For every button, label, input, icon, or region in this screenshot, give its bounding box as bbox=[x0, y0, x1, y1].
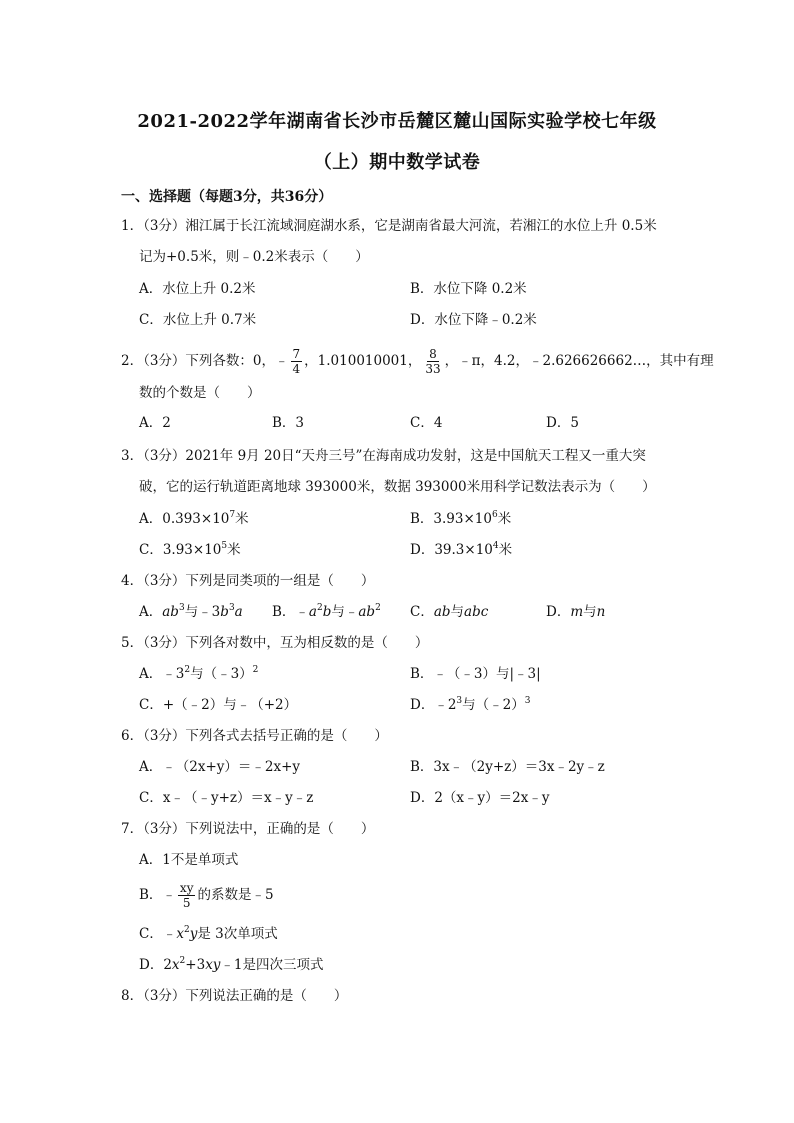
fraction-xy-5: $\frac{xy}{5}$ bbox=[179, 881, 194, 910]
question-8-stem: 8．（3分）下列说法正确的是（ ） bbox=[121, 988, 348, 1004]
question-2-line-2: 数的个数是（ ） bbox=[139, 385, 261, 401]
title-line-2: （上）期中数学试卷 bbox=[313, 152, 481, 173]
question-7-stem: 7．（3分）下列说法中，正确的是（ ） bbox=[121, 821, 375, 837]
question-1-line-2: 记为+0.5米，则﹣0.2米表示（ ） bbox=[139, 249, 369, 265]
question-7-option-a: A．1不是单项式 bbox=[139, 852, 239, 868]
question-5-option-d: D．$﹣2^3$与（﹣2）$^3$ bbox=[410, 696, 531, 713]
question-4-option-a: A．$ab^3$与$﹣3b^3a$ bbox=[139, 603, 243, 620]
question-7-option-c: C．$﹣x^2y$是 3次单项式 bbox=[139, 925, 278, 942]
question-1-option-c: C．水位上升 0.7米 bbox=[139, 312, 257, 328]
question-3-option-c: C．$3.93\times 10^5$米 bbox=[139, 541, 241, 558]
question-1-line-1: 1．（3分）湘江属于长江流域洞庭湖水系，它是湖南省最大河流，若湘江的水位上升 0.5米 bbox=[121, 218, 657, 234]
section-heading: 一、选择题（每题3分，共36分） bbox=[121, 189, 333, 205]
question-4-option-d: D．m与n bbox=[546, 604, 606, 620]
question-3-option-d: D．$39.3\times 10^4$米 bbox=[410, 541, 513, 558]
question-1-option-b: B．水位下降 0.2米 bbox=[410, 281, 527, 297]
question-4-option-b: B．$﹣a^2b$与$﹣ab^2$ bbox=[272, 603, 381, 620]
question-5-stem: 5．（3分）下列各对数中，互为相反数的是（ ） bbox=[121, 635, 429, 651]
question-7-option-b: B．﹣ $\frac{xy}{5}$ 的系数是﹣5 bbox=[139, 881, 274, 910]
question-2-option-b: B．3 bbox=[272, 415, 305, 431]
fraction-8-33: $\frac{8}{33}$ bbox=[425, 347, 441, 376]
question-4-stem: 4．（3分）下列是同类项的一组是（ ） bbox=[121, 573, 375, 589]
question-6-option-a: A．﹣（2x+y）＝﹣2x+y bbox=[139, 759, 301, 775]
title-line-1: 2021-2022学年湖南省长沙市岳麓区麓山国际实验学校七年级 bbox=[137, 111, 657, 132]
question-5-option-a: A．$﹣3^2$与（﹣3）$^2$ bbox=[139, 665, 259, 682]
question-3-option-b: B．$3.93\times 10^6$米 bbox=[410, 510, 512, 527]
question-6-option-b: B．3x﹣（2y+z）＝3x﹣2y﹣z bbox=[410, 759, 605, 775]
question-3-line-1: 3．（3分）2021年 9月 20日“天舟三号”在海南成功发射，这是中国航天工程又一重大突 bbox=[121, 448, 646, 464]
question-2-line-1: 2．（3分）下列各数：0，﹣ $\frac{7}{4}$ ，1.010010001， $\frac{8}{33}$ ，﹣π，4.2，﹣2.626626662…，其中有理 bbox=[121, 347, 714, 376]
fraction-7-4: $\frac{7}{4}$ bbox=[292, 347, 301, 376]
question-2-option-a: A．2 bbox=[139, 415, 171, 431]
question-6-option-c: C．x﹣（﹣y+z）＝x﹣y﹣z bbox=[139, 790, 314, 806]
question-6-option-d: D．2（x﹣y）＝2x﹣y bbox=[410, 790, 550, 806]
question-2-option-d: D．5 bbox=[546, 415, 579, 431]
question-5-option-c: C．+（﹣2）与﹣（+2） bbox=[139, 697, 298, 713]
question-1-option-a: A．水位上升 0.2米 bbox=[139, 281, 256, 297]
question-5-option-b: B．﹣（﹣3）与|﹣3| bbox=[410, 666, 541, 682]
question-3-option-a: A．$0.393\times 10^7$米 bbox=[139, 510, 249, 527]
question-7-option-d: D．$2x^2+3xy﹣1$是四次三项式 bbox=[139, 956, 324, 973]
question-6-stem: 6．（3分）下列各式去括号正确的是（ ） bbox=[121, 728, 388, 744]
question-2-option-c: C．4 bbox=[410, 415, 443, 431]
question-1-option-d: D．水位下降﹣0.2米 bbox=[410, 312, 537, 328]
question-4-option-c: C．ab与abc bbox=[410, 604, 489, 620]
question-3-line-2: 破，它的运行轨道距离地球 393000米，数据 393000米用科学记数法表示为（ ） bbox=[139, 479, 656, 495]
